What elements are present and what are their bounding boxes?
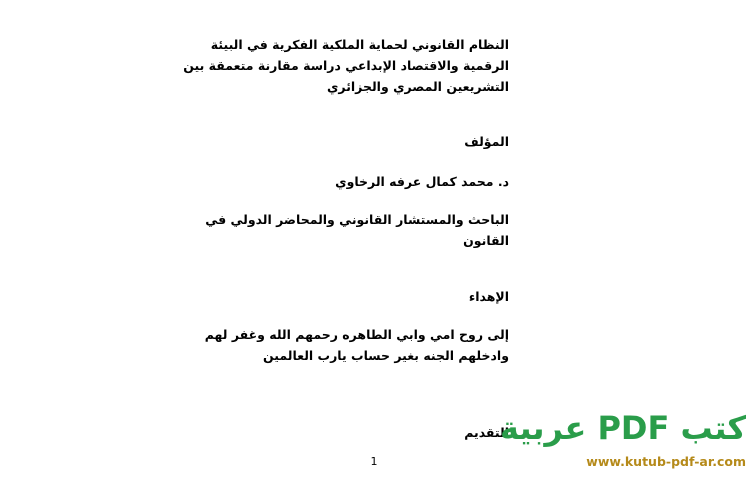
- dedication-line: إلى روح امي وابي الطاهره رحمهم الله وغفر لهم: [204, 327, 509, 342]
- dedication-text: [204, 324, 509, 366]
- dedication-line: وادخلهم الجنه بغير حساب يارب العالمين: [263, 348, 509, 363]
- author-role: [205, 209, 509, 251]
- watermark: [500, 406, 748, 476]
- author-name: د. محمد كمال عرفه الرخاوي: [335, 174, 509, 189]
- page-number: 1: [370, 455, 378, 468]
- author-role-line: القانون: [463, 233, 509, 248]
- watermark-url: www.kutub-pdf-ar.com: [586, 454, 746, 469]
- introduction-heading: التقديم: [464, 425, 509, 440]
- title-line: الرقمية والاقتصاد الإبداعي دراسة مقارنة متعمقة بين: [183, 58, 509, 73]
- title-line: النظام القانوني لحماية الملكية الفكرية في البيئة: [210, 37, 509, 52]
- title-line: التشريعين المصري والجزائري: [326, 79, 509, 94]
- watermark-logo: كتب PDF عربية: [500, 409, 746, 447]
- dedication-heading: الإهداء: [468, 289, 509, 304]
- author-role-line: الباحث والمستشار القانوني والمحاضر الدولي في: [205, 212, 509, 227]
- book-title: [183, 34, 509, 97]
- author-heading: المؤلف: [464, 134, 509, 149]
